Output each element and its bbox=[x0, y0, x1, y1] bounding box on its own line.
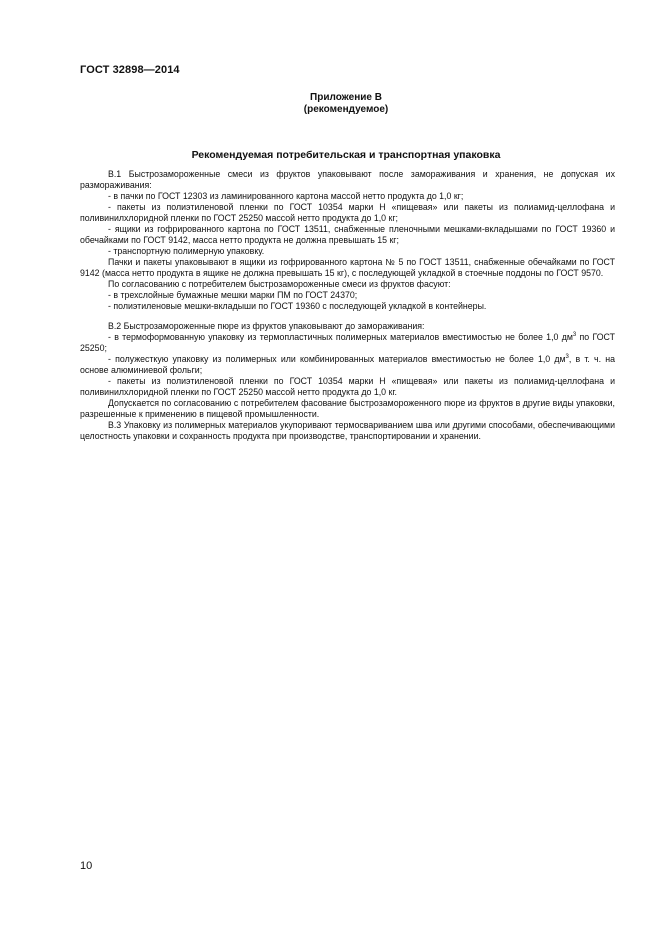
annex-subtitle: (рекомендуемое) bbox=[303, 104, 389, 115]
list-item: - транспортную полимерную упаковку. bbox=[108, 246, 265, 256]
annex-title: Приложение В bbox=[310, 92, 382, 103]
list-item: - ящики из гофрированного картона по ГОСТ 13511, снабженные пленочными мешками-вкладышами по ГОСТ 19360 и обечайками по ГОСТ 9142, масса нетто продукта не должна превышать 15 кг; bbox=[80, 224, 615, 245]
section-title: Рекомендуемая потребительская и транспортная упаковка bbox=[191, 149, 501, 161]
superscript: 3 bbox=[572, 332, 577, 339]
document-code: ГОСТ 32898—2014 bbox=[80, 64, 180, 76]
list-item bbox=[80, 332, 615, 354]
paragraph: В.2 Быстрозамороженные пюре из фруктов упаковывают до замораживания: bbox=[108, 321, 425, 331]
list-item: - в трехслойные бумажные мешки марки ПМ по ГОСТ 24370; bbox=[108, 290, 358, 300]
list-item: - пакеты из полиэтиленовой пленки по ГОСТ 10354 марки Н «пищевая» или пакеты из полиамид-целлофана и поливинилхлоридной пленки по ГОСТ 25250 массой нетто продукта до 1,0 кг. bbox=[80, 376, 615, 397]
paragraph: Пачки и пакеты упаковывают в ящики из гофрированного картона № 5 по ГОСТ 13511, снабженные обечайками по ГОСТ 9142 (масса нетто продукта в ящике не должна превышать 15 кг), с последующей укладкой в стоечные поддоны по ГОСТ 9570. bbox=[80, 257, 615, 278]
paragraph: В.3 Упаковку из полимерных материалов укупоривают термосвариванием шва или другими способами, обеспечивающими целостность упаковки и сохранность продукта при производстве, транспортировании и хранении. bbox=[80, 420, 615, 441]
list-item: - в пачки по ГОСТ 12303 из ламинированного картона массой нетто продукта до 1,0 кг; bbox=[108, 191, 464, 201]
list-item-text: - в термоформованную упаковку из термопластичных полимерных материалов вместимостью не более 1,0 дм bbox=[108, 332, 573, 342]
annex-heading bbox=[80, 92, 612, 116]
paragraph: В.1 Быстрозамороженные смеси из фруктов упаковывают после замораживания и хранения, не допуская их размораживания: bbox=[80, 169, 615, 190]
page-number: 10 bbox=[80, 860, 93, 872]
paragraph: Допускается по согласованию с потребителем фасование быстрозамороженного пюре из фруктов в другие виды упаковки, разрешенные к применению в пищевой промышленности. bbox=[80, 398, 615, 419]
list-item: - полиэтиленовые мешки-вкладыши по ГОСТ 19360 с последующей укладкой в контейнеры. bbox=[108, 301, 487, 311]
list-item: - пакеты из полиэтиленовой пленки по ГОСТ 10354 марки Н «пищевая» или пакеты из полиамид-целлофана и поливинилхлоридной пленки по ГОСТ 25250 массой нетто продукта до 1,0 кг; bbox=[80, 202, 615, 223]
list-item bbox=[80, 354, 615, 376]
superscript: 3 bbox=[565, 354, 569, 361]
list-item-text: , в т. ч. на основе алюминиевой фольги; bbox=[80, 354, 615, 375]
list-item-text: - полужесткую упаковку из полимерных или комбинированных материалов вместимостью не более 1,0 дм bbox=[108, 354, 566, 364]
list-item-text: по ГОСТ 25250; bbox=[80, 332, 615, 353]
paragraph: По согласованию с потребителем быстрозамороженные смеси из фруктов фасуют: bbox=[108, 279, 451, 289]
body-text bbox=[80, 169, 615, 442]
